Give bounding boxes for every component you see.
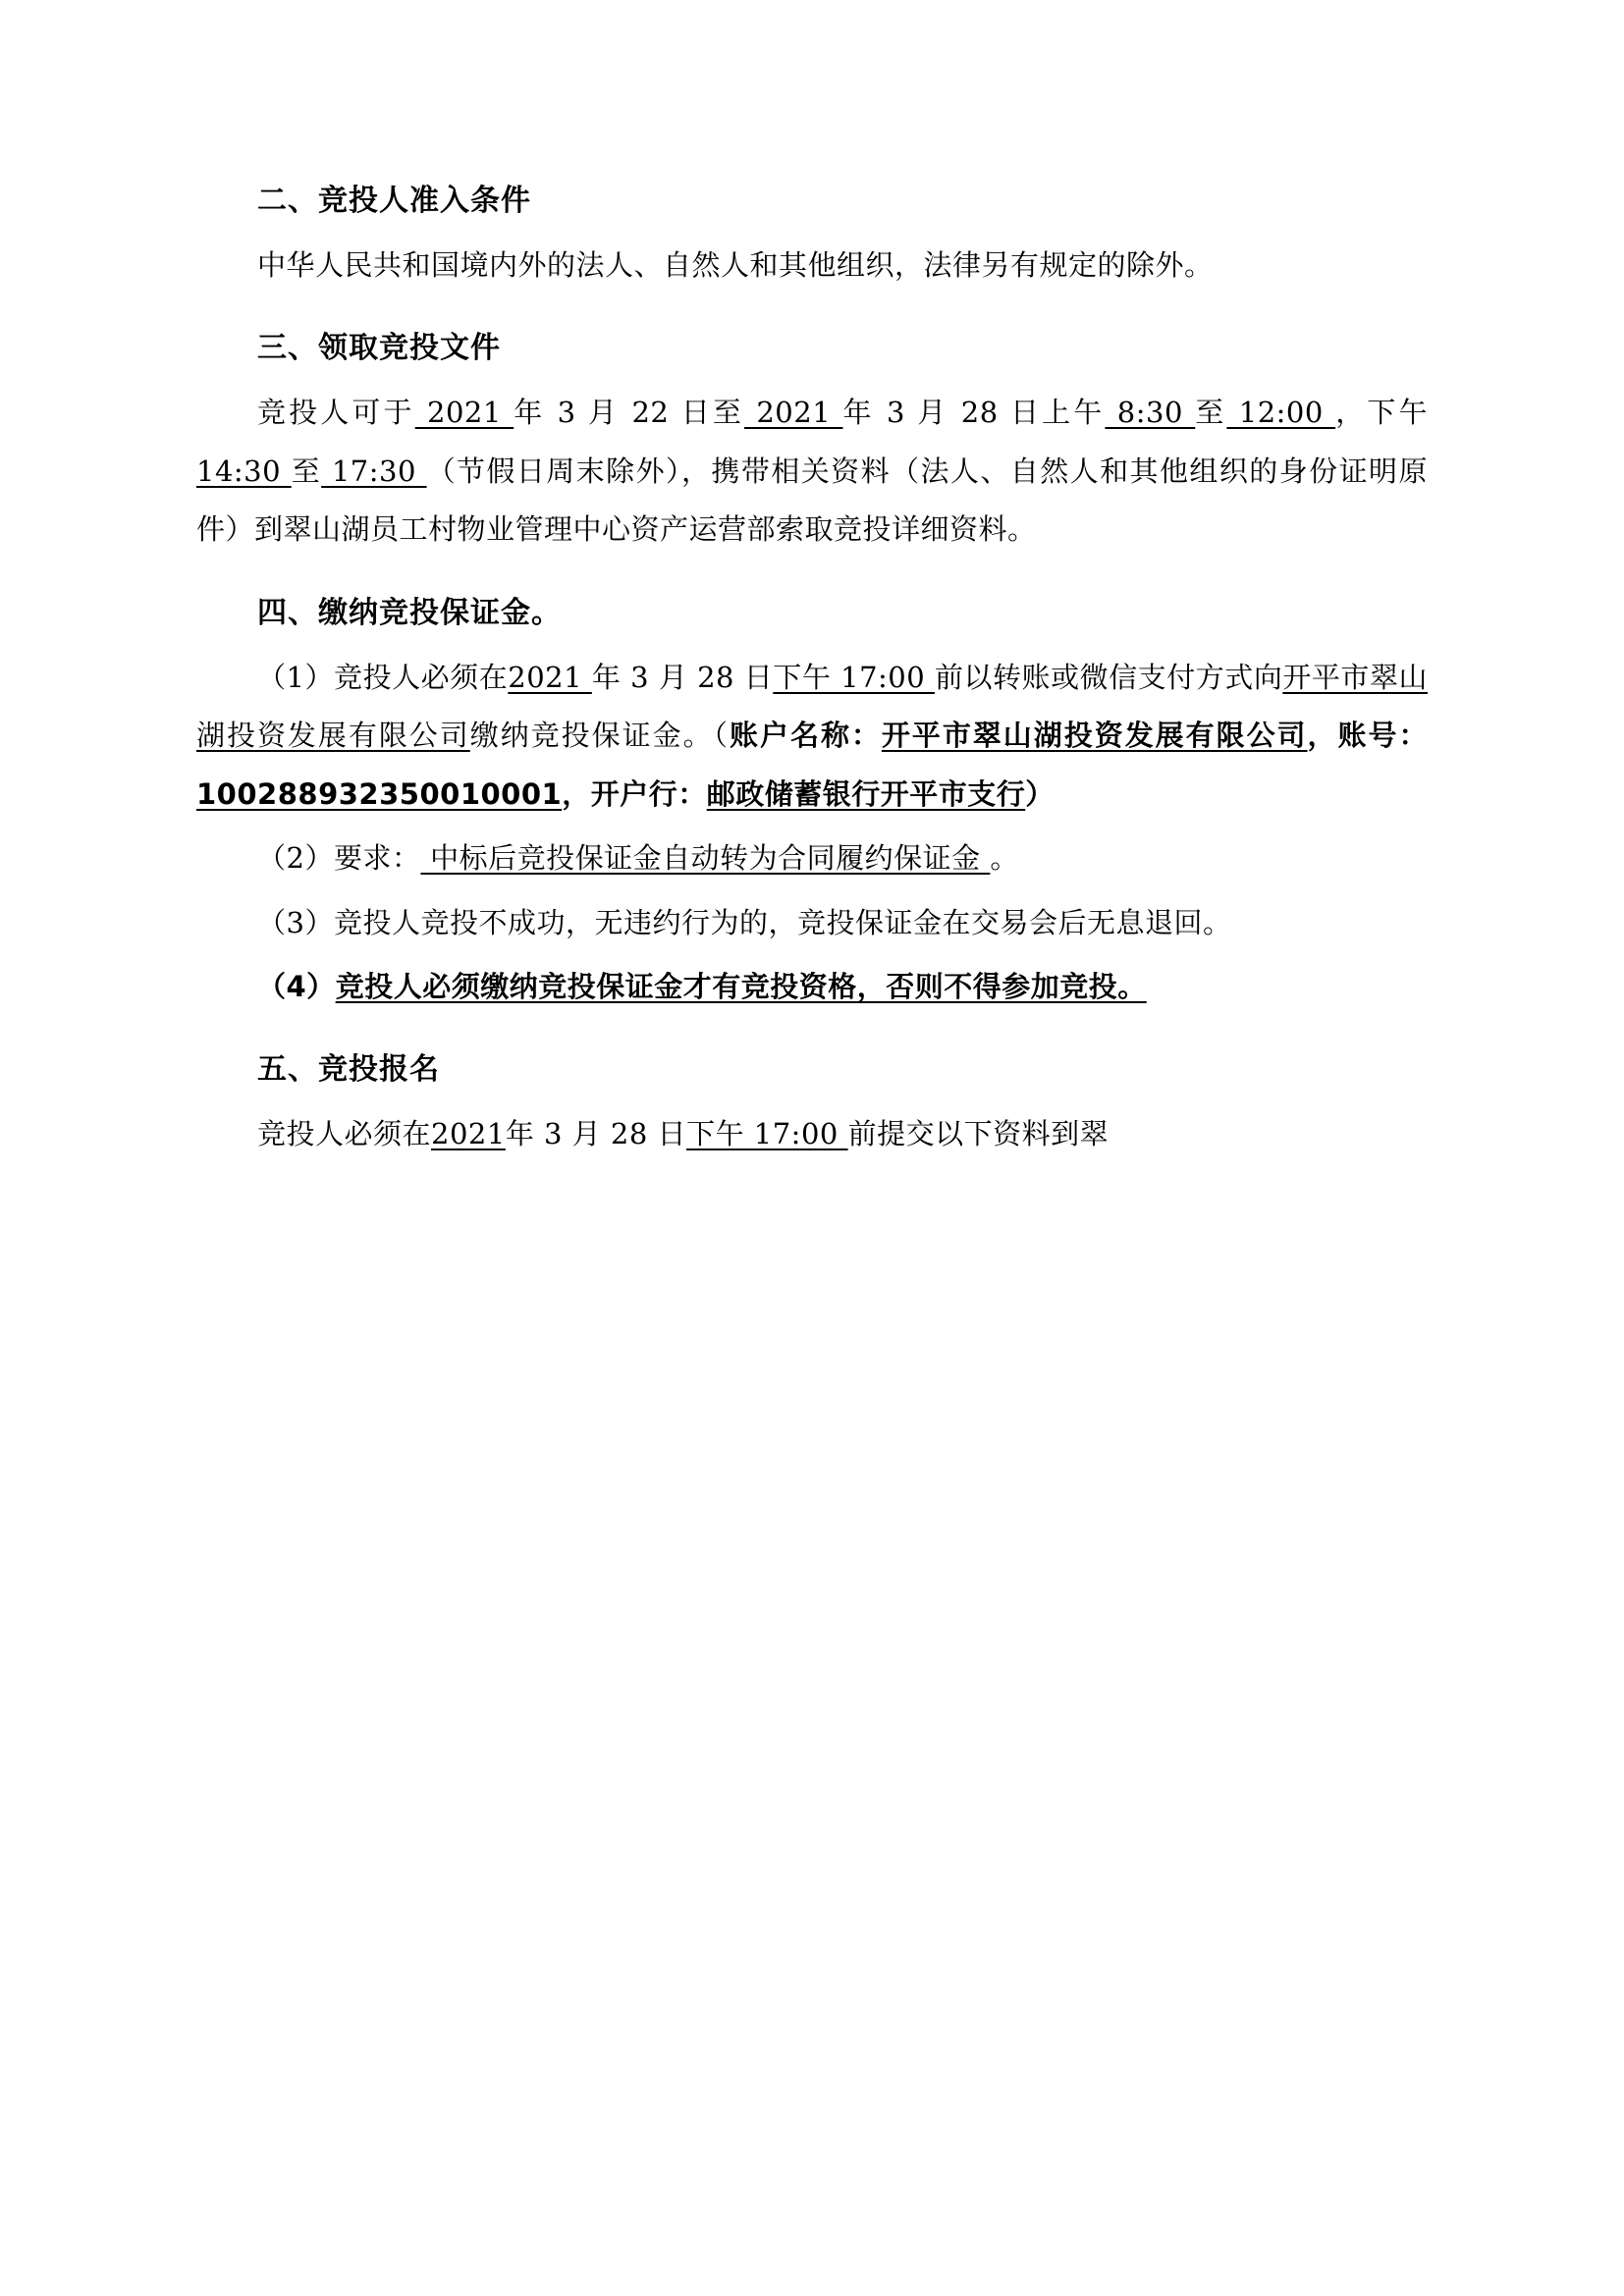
text-run: ，账号：: [1307, 719, 1428, 753]
text-run: 。: [990, 841, 1019, 876]
section-heading: 二、竞投人准入条件: [257, 184, 531, 218]
text-run: 下午 17:00: [773, 660, 935, 694]
text-run: （3）竞投人竞投不成功，无违约行为的，竞投保证金在交易会后无息退回。: [257, 905, 1232, 939]
paragraph: [196, 237, 1428, 294]
text-run: （1）竞投人必须在: [257, 660, 509, 694]
text-run: 年 3 月 28 日: [591, 660, 774, 694]
text-run: 年 3 月 28 日上午: [842, 396, 1106, 430]
text-run: 竞投人必须缴纳竞投保证金才有竞投资格，否则不得参加竞投。: [335, 969, 1147, 1003]
text-run: 中华人民共和国境内外的法人、自然人和其他组织，法律另有规定的除外。: [257, 248, 1214, 282]
text-run: 下午 17:00: [686, 1117, 848, 1151]
text-run: 中标后竞投保证金自动转为合同履约保证金: [420, 841, 991, 876]
text-run: 账户名称：: [730, 719, 882, 753]
document-body: [196, 173, 1428, 1164]
text-run: 2021: [508, 660, 592, 694]
text-run: 邮政储蓄银行开平市支行: [706, 776, 1026, 811]
text-run: 14:30: [196, 454, 292, 488]
paragraph: [196, 1105, 1428, 1163]
text-run: 开平市翠山湖投资发展有限公司: [881, 719, 1308, 753]
text-run: 2021: [431, 1117, 506, 1151]
text-run: ）: [1025, 776, 1055, 811]
text-run: 竞投人必须在: [257, 1117, 432, 1151]
text-run: 年 3 月 22 日至: [514, 396, 744, 430]
text-run: 开平市翠山湖投资发展有限公司: [196, 660, 1428, 753]
text-run: 前提交以下资料到翠: [847, 1117, 1110, 1151]
text-run: （2）要求：: [257, 841, 421, 876]
text-run: 100288932350010001: [196, 776, 563, 811]
paragraph: [196, 958, 1428, 1016]
text-run: 缴纳竞投保证金。（: [469, 719, 731, 753]
text-run: 至: [291, 454, 322, 488]
text-run: 2021: [743, 396, 843, 430]
paragraph: [196, 649, 1428, 824]
text-run: 至: [1195, 396, 1227, 430]
text-run: （4）: [257, 969, 336, 1003]
text-run: 12:00: [1226, 396, 1336, 430]
section-heading: 三、领取竞投文件: [257, 331, 501, 366]
text-run: 前以转账或微信支付方式向: [934, 660, 1283, 694]
paragraph: [196, 384, 1428, 559]
paragraph: [196, 829, 1428, 887]
text-run: 17:30: [321, 454, 427, 488]
section-heading: 五、竞投报名: [257, 1052, 440, 1088]
section-heading: 四、缴纳竞投保证金。: [257, 595, 562, 630]
text-run: 年 3 月 28 日: [505, 1117, 687, 1151]
text-run: 竞投人可于: [257, 396, 415, 430]
text-run: ，开户行：: [562, 776, 707, 811]
text-run: 2021: [414, 396, 514, 430]
paragraph: [196, 894, 1428, 952]
text-run: 8:30: [1105, 396, 1196, 430]
text-run: ，下午: [1335, 396, 1428, 430]
text-run: （节假日周末除外），携带相关资料（法人、自然人和其他组织的身份证明原件）到翠山湖员工村物业管理中心资产运营部索取竞投详细资料。: [196, 454, 1428, 547]
